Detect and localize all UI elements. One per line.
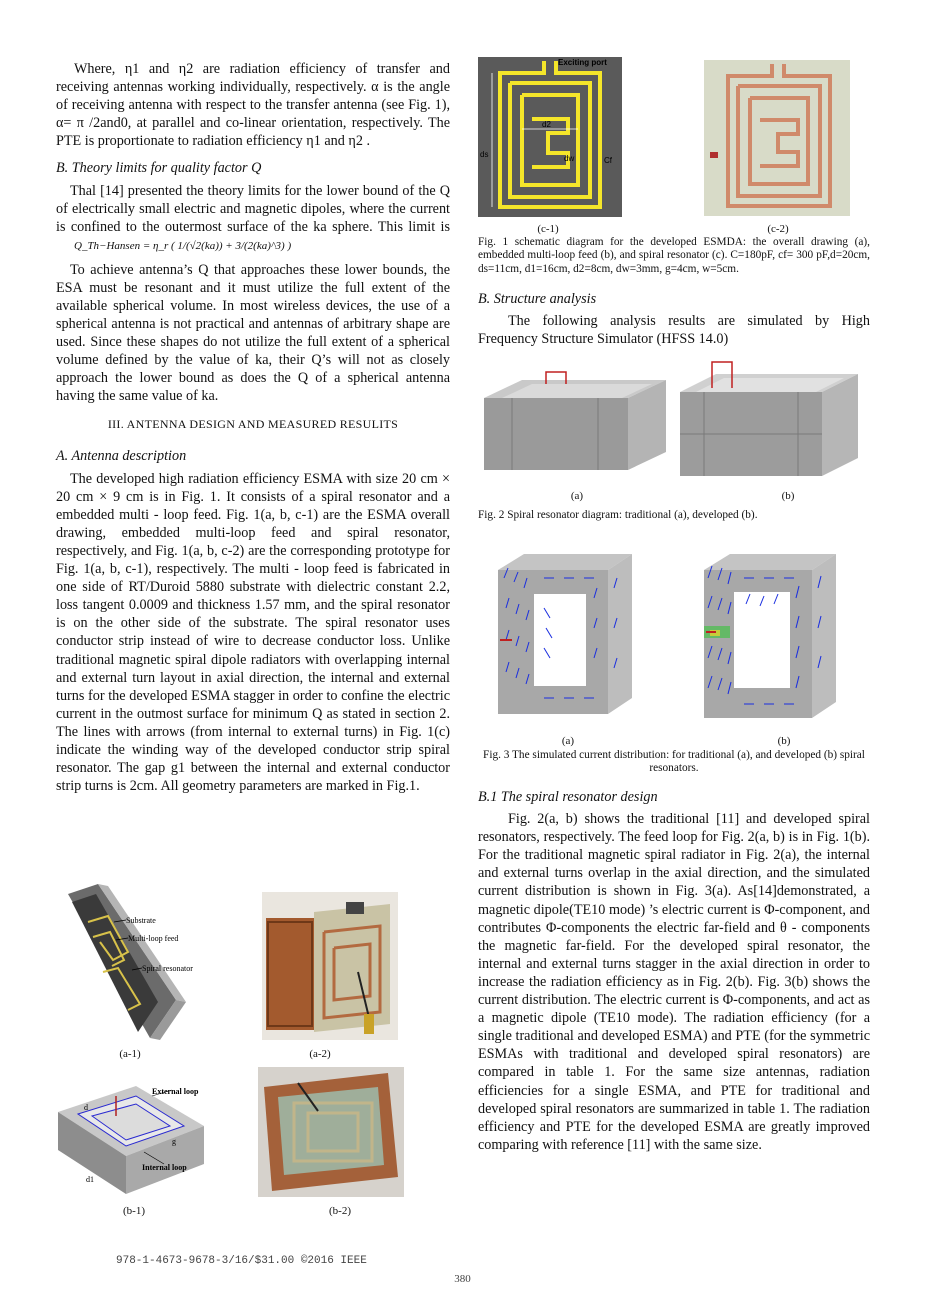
paragraph-thal — [56, 182, 450, 255]
paragraph-antenna-description: The developed high radiation efficiency ESMA with size 20 cm × 20 cm × 9 cm is in Fig. 1. It consists of a spiral resonator and a embedded multi - loop feed. Fig. 1(a, b, c-1) are the ESMA overall drawing, embedded multi-loop feed and spiral resonator, respectively, and Fig. 1(a, b, c-2) are the corresponding prototype for Fig. 1(a, b, c-1), respectively. The multi - loop feed is fabricated in one side of RT/Duroid 5880 substrate with dielectric constant 2.2, loss tangent 0.0009 and thickness 1.57 mm, and the spiral resonator is on the other side of the substrate. The spiral resonator uses conductor strip instead of wire to decrease conductor loss. Unlike traditional magnetic spiral dipole radiators with overlapping internal and external turn layout in axial direction, the internal and external turns for the developed ESMA stagger in order to confine the electric current in the outmost surface for minimum Q as stated in section 2. The lines with arrows (from internal to external turns) in Fig. 1(c) indicate the winding way of the developed conductor strip spiral resonator. The gap g1 between the internal and external conductor strip turns is 2cm. All geometry parameters are marked in Fig.1. — [56, 470, 450, 795]
fig1-a1-drawing — [58, 882, 198, 1040]
fig2-caption: Fig. 2 Spiral resonator diagram: traditional (a), developed (b). — [478, 509, 758, 521]
paragraph-thal-text: Thal [14] presented the theory limits for the lower bound of the Q of electrically small electric and magnetic dipoles, where the current is confined to the outermost surface of the ka sphere. This limit is — [56, 182, 450, 235]
fig1-c1-label-cf: Cf — [604, 156, 612, 165]
fig2-b-label: (b) — [781, 490, 795, 502]
fig3-a-current-plot — [494, 548, 636, 718]
fig3-b-label: (b) — [777, 735, 791, 747]
right-column-structure — [478, 288, 870, 348]
section-a-title: A. Antenna description — [56, 448, 187, 465]
fig1-b1-label-external: External loop — [152, 1087, 199, 1096]
fig1-b1-label-internal: Internal loop — [142, 1163, 187, 1172]
fig1-a1-label-feed: Multi-loop feed — [128, 934, 179, 943]
paragraph-spiral-resonator: Fig. 2(a, b) shows the traditional [11] and developed spiral resonators, respectively. The feed loop for Fig. 2(a, b) is in Fig. 1(b). For the traditional magnetic spiral radiator in Fig. 2(a), the internal and external turns overlap in the axial direction, and the simulated current distribution is shown in Fig. 3(a). As[14]demonstrated, a magnetic dipole(TE10 mode) ’s electric current is Φ-component, and contributes Φ-components the electric far-field and θ - components the magnetic far-field. For the developed spiral resonator, the internal and external turns stagger in the axial direction in order to increase the radiation efficiency as in Fig. 2(b). Fig. 3(b) shows the current distribution. The electric current is Φ-components, and act as a magnetic dipole (TE10 mode). The radiation efficiency (for a single traditional and developed ESMA) and PTE (for the symmetric ESMAs with traditional and developed spiral resonators) are compared in table 1. For the same size antennas, radiation efficiencies for a single ESMA, and PTE for traditional and developed spiral resonators are summarized in table 1. The radiation efficiency and PTE for the developed ESMA are greatly improved comparing with reference [11] with the same size. — [478, 811, 870, 1153]
q-limit-equation: Q_Th−Hansen = η_r ( 1/(√2(ka)) + 3/(2(ka)^3) ) — [74, 239, 292, 252]
fig1-b2-label: (b-2) — [329, 1205, 351, 1217]
fig1-c1-label: (c-1) — [537, 223, 559, 235]
fig2-a-label: (a) — [570, 490, 584, 502]
fig3-b-current-plot — [700, 548, 840, 722]
section-b1-title: B.1 The spiral resonator design — [478, 789, 658, 805]
page-number: 380 — [454, 1273, 471, 1285]
fig1-a1-label-substrate: Substrate — [126, 916, 156, 925]
fig1-b1-label: (b-1) — [123, 1205, 145, 1217]
fig1-c1-label-dw: dw — [564, 154, 575, 163]
fig1-a2-label: (a-2) — [309, 1048, 331, 1060]
fig1-b1-label-d1: d1 — [86, 1175, 94, 1184]
footer-isbn: 978-1-4673-9678-3/16/$31.00 ©2016 IEEE — [116, 1255, 367, 1267]
fig1-b1-label-g: g — [172, 1137, 176, 1146]
fig1-c1-label-ds: ds — [480, 150, 489, 159]
fig1-c1-label-d2: d2 — [542, 120, 551, 129]
fig1-a2-photo — [262, 892, 398, 1040]
fig2-b-drawing — [678, 358, 860, 484]
fig1-b1-label-d: d — [84, 1103, 88, 1112]
fig3-a-label: (a) — [561, 735, 575, 747]
fig2-a-drawing — [482, 370, 668, 480]
fig1-c1-label-port: Exciting port — [558, 58, 607, 67]
fig1-c2-photo — [704, 60, 850, 216]
paragraph-where: Where, η1 and η2 are radiation efficiency of transfer and receiving antennas working individually, respectively. α is the angle of receiving antenna with respect to the transfer antenna (see Fig. 1), α= π /2and0, at parallel and co-linear orientation, respectively. The PTE is proportionate to radiation efficiency η1 and η2 . — [56, 61, 450, 150]
paragraph-achieve-q: To achieve antenna’s Q that approaches these lower bounds, the ESA must be resonant and it must utilize the full extent of the available spherical volume. In most wireless devices, the use of a spherical antenna is not practical and antennas of arbitrary shape are used. Since these shapes do not utilize the full extent of a spherical volume defined by the value of ka, their Q’s will not as closely approach the lower bound as does the Q of a spherical antenna having the same value of ka. — [56, 261, 450, 405]
fig1-a1-label: (a-1) — [119, 1048, 141, 1060]
fig3-caption — [478, 749, 870, 776]
left-column-text — [56, 60, 450, 795]
right-column-spiral — [478, 786, 870, 1154]
fig3-caption-text: Fig. 3 The simulated current distribution: for traditional (a), and developed (b) spiral resonators. — [483, 749, 865, 775]
fig1-a1-label-resonator: Spiral resonator — [142, 964, 193, 973]
section-iii-title: III. ANTENNA DESIGN AND MEASURED RESULITS — [107, 417, 399, 432]
fig1-caption: Fig. 1 schematic diagram for the developed ESMDA: the overall drawing (a), embedded multi-loop feed (b), and spiral resonator (c). C=180pF, cf= 300 pF,d=20cm, ds=11cm, d1=16cm, d2=8cm, dw=3mm, g=4cm, w=5cm. — [478, 236, 870, 275]
section-b-structure-title: B. Structure analysis — [478, 291, 597, 307]
fig1-b2-photo — [258, 1067, 404, 1197]
section-b-title: B. Theory limits for quality factor Q — [56, 160, 262, 177]
fig1-c1-drawing — [478, 57, 622, 217]
fig1-b1-drawing — [56, 1082, 206, 1200]
fig1-c2-label: (c-2) — [767, 223, 789, 235]
paragraph-hfss: The following analysis results are simulated by High Frequency Structure Simulator (HFSS 14.0) — [478, 313, 870, 348]
